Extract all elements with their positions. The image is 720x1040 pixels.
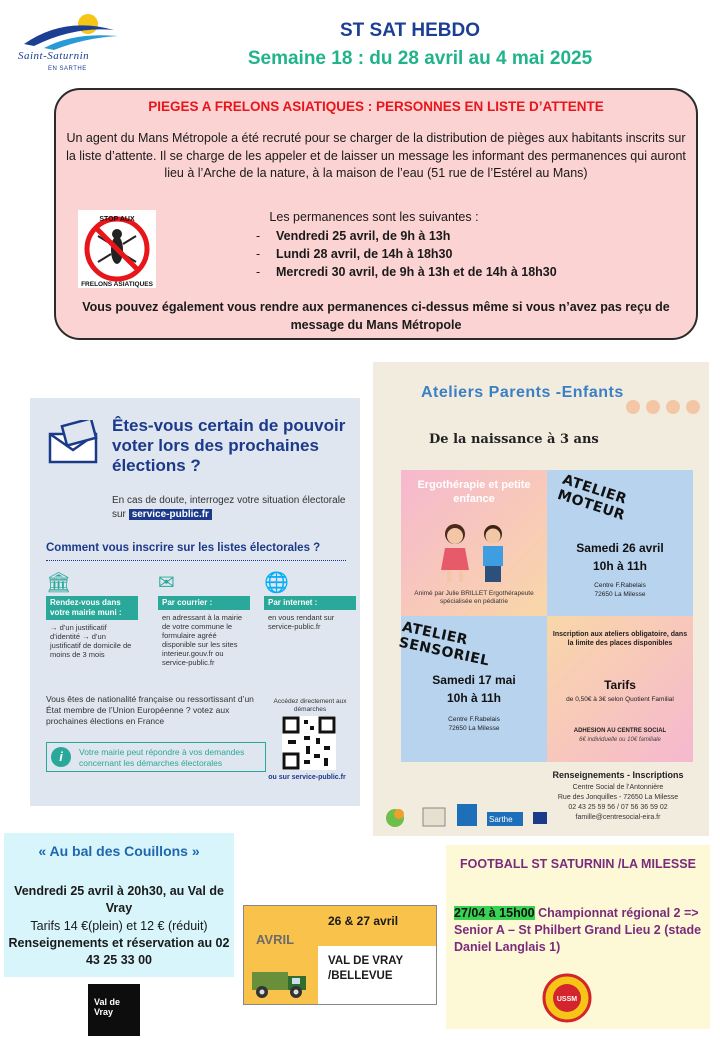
stop-text-bottom: FRELONS ASIATIQUES xyxy=(81,281,153,288)
stop-text-top: STOP AUX xyxy=(99,216,135,223)
bal-tarifs: Tarifs 14 €(plein) et 12 € (réduit) xyxy=(30,919,208,933)
qr-label: Accédez directement aux démarches xyxy=(273,698,347,713)
rens-line: Rue des Jonquilles - 72650 La Milesse xyxy=(557,794,679,801)
truck-icon xyxy=(250,960,312,1000)
vote-doubt xyxy=(112,494,352,522)
page-title: ST SAT HEBDO xyxy=(339,20,481,41)
col-heading: Rendez-vous dans votre mairie muni : xyxy=(46,596,138,620)
rens-email[interactable]: famille@centresocial-eira.fr xyxy=(575,814,661,821)
sensoriel-date: Samedi 17 mai xyxy=(432,673,516,687)
logo-swoosh-icon xyxy=(14,10,124,54)
vote-col-mairie xyxy=(46,570,138,662)
nationality-text: Vous êtes de nationalité française ou ressortissant d’un État membre de l’Union Européenne ? votez aux prochaines élections en France xyxy=(46,694,254,726)
col-text: en adressant à la mairie de votre commune le formulaire agréé disponible sur les sites interieur.gouv.fr ou service-public.fr xyxy=(162,613,243,667)
adhesion-value: 6€ individuelle ou 10€ familiale xyxy=(579,737,661,743)
ateliers-subtitle: De la naissance à 3 ans xyxy=(429,432,599,447)
sensoriel-title: ATELIER SENSORIEL xyxy=(397,618,491,670)
list-item: - Vendredi 25 avril, de 9h à 13h xyxy=(256,227,557,245)
moteur-cell xyxy=(547,470,693,616)
bal-when: Vendredi 25 avril à 20h30, au Val de Vray xyxy=(14,884,224,915)
animator-text: Animé par Julie BRILLET Ergothérapeute spécialisée en pédiatrie xyxy=(414,590,534,605)
football-box xyxy=(446,845,710,1029)
sensoriel-city: 72650 La Milesse xyxy=(448,725,500,732)
avril-month: AVRIL xyxy=(256,932,295,947)
val-de-vray-logo xyxy=(88,984,140,1036)
vote-how-heading: Comment vous inscrire sur les listes électorales ? xyxy=(46,542,321,554)
vote-col-courrier xyxy=(158,570,250,670)
moteur-time: 10h à 11h xyxy=(592,559,648,573)
permanences-list xyxy=(256,227,557,281)
football-date: 27/04 à 15h00 xyxy=(454,906,535,920)
logo-text: Val de Vray xyxy=(94,997,121,1017)
vote-question: Êtes-vous certain de pouvoir voter lors des prochaines élections ? xyxy=(112,416,346,475)
envelope-icon xyxy=(46,420,106,466)
inscription-text: Inscription aux ateliers obligatoire, dans la limite des places disponibles xyxy=(552,631,688,647)
mairie-text: Votre mairie peut répondre à vos demandes concernant les démarches électorales xyxy=(79,747,245,768)
ateliers-flyer xyxy=(373,362,709,836)
moteur-place: Centre F.Rabelais xyxy=(594,582,646,589)
globe-icon: 🌐 xyxy=(264,572,289,594)
ergo-cell xyxy=(401,470,547,616)
adhesion-title: ADHESION AU CENTRE SOCIAL xyxy=(573,728,667,734)
avril-event-box xyxy=(243,905,437,1005)
qr-footer: ou sur service-public.fr xyxy=(268,774,346,781)
moteur-date: Samedi 26 avril xyxy=(576,541,664,555)
permanences-heading: Les permanences sont les suivantes : xyxy=(269,210,479,224)
qr-code-icon[interactable] xyxy=(282,716,336,770)
tarifs-cell xyxy=(547,616,693,762)
info-icon: i xyxy=(51,747,71,767)
children-icon xyxy=(429,520,519,586)
rens-title: Renseignements - Inscriptions xyxy=(552,770,684,780)
col-text: → d’un justificatif d’identité → d’un justificatif de domicile de moins de 3 mois xyxy=(50,623,132,659)
ergo-title: Ergothérapie et petite enfance xyxy=(417,479,531,505)
rens-line: 02 43 25 59 56 / 07 56 36 59 02 xyxy=(568,804,668,811)
vote-doubt-text: En cas de doute, interrogez votre situation électorale sur xyxy=(112,495,346,520)
col-text: en vous rendant sur service-public.fr xyxy=(268,613,335,631)
logo-name: Saint-Saturnin xyxy=(18,50,90,62)
ateliers-title: Ateliers Parents -Enfants xyxy=(421,384,624,401)
sensoriel-place: Centre F.Rabelais xyxy=(448,716,500,723)
rens-line: Centre Social de l’Antonnière xyxy=(572,784,664,791)
tarifs-value: de 0,50€ à 3€ selon Quotient Familial xyxy=(566,696,674,703)
sensoriel-time: 10h à 11h xyxy=(446,691,502,705)
babies-icon xyxy=(623,392,707,422)
avril-days: 26 & 27 avril xyxy=(328,914,399,928)
mail-icon: ✉ xyxy=(158,572,175,594)
town-hall-icon: 🏛 xyxy=(46,572,72,594)
club-badge-text: USSM xyxy=(556,996,578,1003)
hornet-title: PIEGES A FRELONS ASIATIQUES : PERSONNES EN LISTE D’ATTENTE xyxy=(148,99,604,114)
hornet-footer: Vous pouvez également vous rendre aux permanences ci-dessus même si vous n’avez pas reçu de message du Mans Métropole xyxy=(82,300,670,332)
sensoriel-cell xyxy=(397,616,547,762)
hornet-traps-box xyxy=(54,88,698,340)
moteur-city: 72650 La Milesse xyxy=(594,591,646,598)
partner-sarthe: Sarthe xyxy=(489,815,513,824)
football-title: FOOTBALL ST SATURNIN /LA MILESSE xyxy=(460,857,696,871)
football-match: Championnat régional 2 => Senior A – St Philbert Grand Lieu 2 (stade Daniel Langlais 1) xyxy=(454,906,702,954)
saint-saturnin-logo xyxy=(14,10,124,78)
service-public-link[interactable]: service-public.fr xyxy=(129,509,212,520)
vote-col-internet xyxy=(264,570,356,634)
hornet-body: Un agent du Mans Métropole a été recruté pour se charger de la distribution de pièges aux habitants inscrits sur la liste d’attente. Il se charge de les appeler et de laisser un message les informant des permanences qui auront lieu à l’Arche de la nature, à la maison de l’eau (51 rue de l’Estérel au Mans) xyxy=(66,131,686,180)
club-badge-icon xyxy=(542,973,592,1023)
col-heading: Par courrier : xyxy=(158,596,250,610)
week-subtitle: Semaine 18 : du 28 avril au 4 mai 2025 xyxy=(247,48,593,69)
col-heading: Par internet : xyxy=(264,596,356,610)
mairie-note xyxy=(46,742,266,772)
logo-subtitle: EN SARTHE xyxy=(48,66,87,72)
partner-logos xyxy=(383,800,583,830)
bal-title: « Au bal des Couillons » xyxy=(38,843,200,859)
bal-reservation: Renseignements et réservation au 02 43 25 33 00 xyxy=(8,936,230,967)
election-flyer xyxy=(30,398,360,806)
divider xyxy=(46,560,346,561)
stop-hornet-image xyxy=(78,210,156,288)
list-item: - Mercredi 30 avril, de 9h à 13h et de 14h à 18h30 xyxy=(256,263,557,281)
tarifs-title: Tarifs xyxy=(604,678,636,692)
bal-box xyxy=(4,833,234,977)
football-body xyxy=(454,905,706,956)
moteur-title: ATELIER MOTEUR xyxy=(555,471,629,524)
list-item: - Lundi 28 avril, de 14h à 18h30 xyxy=(256,245,557,263)
avril-place: VAL DE VRAY /BELLEVUE xyxy=(328,955,403,982)
